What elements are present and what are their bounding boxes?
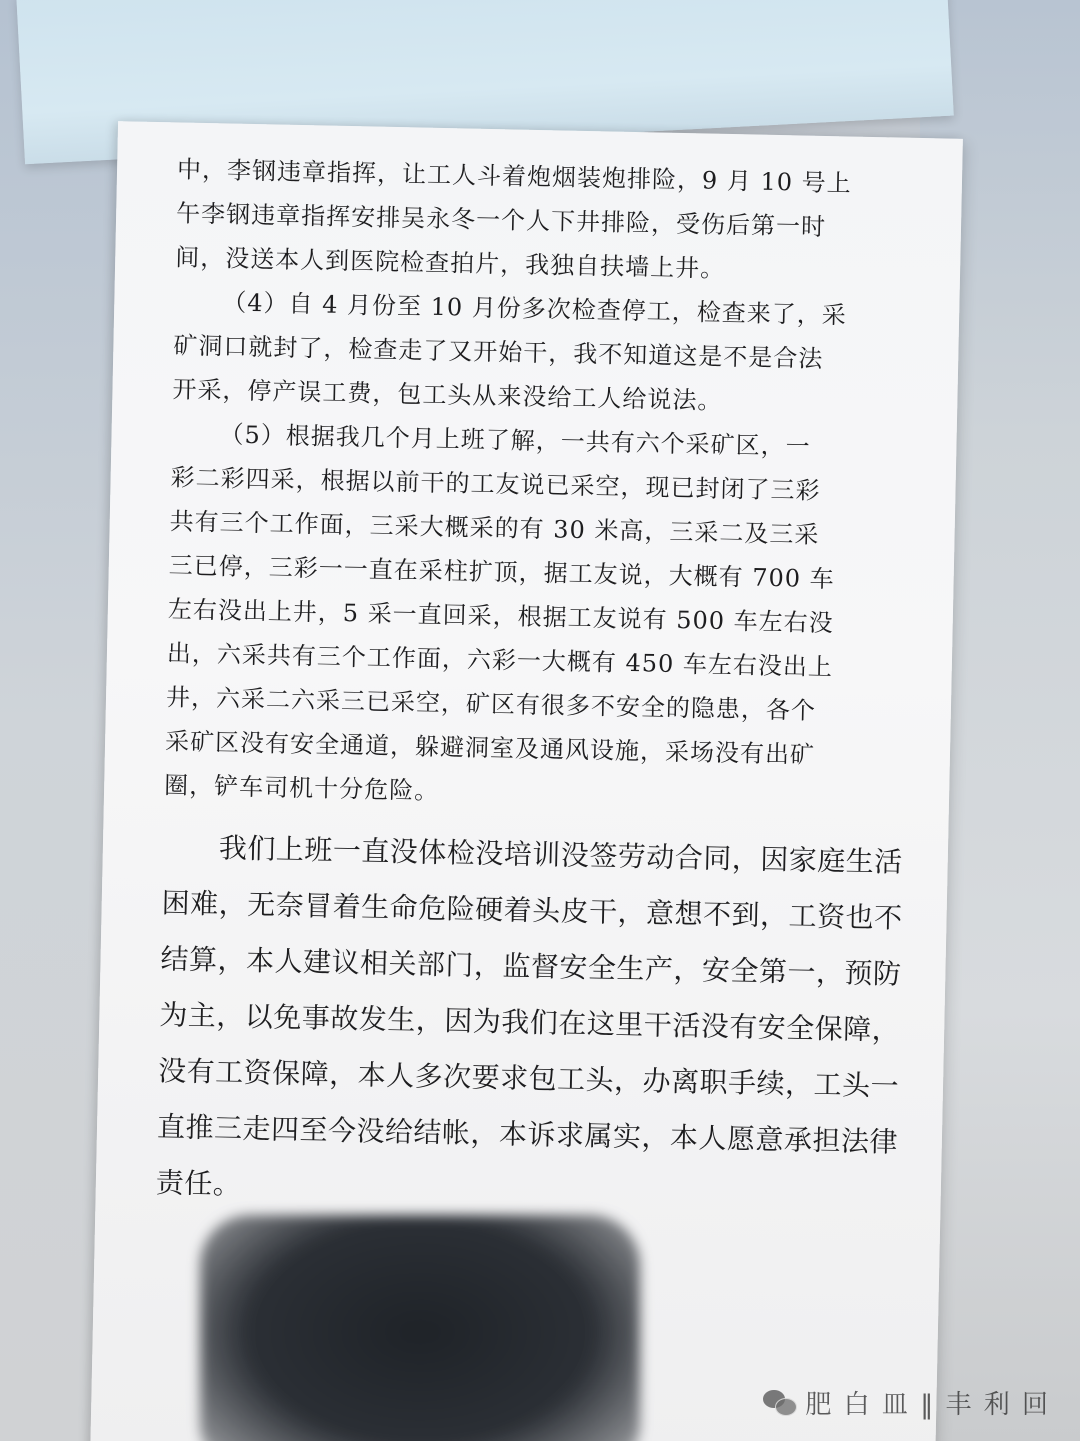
text-line: 共有三个工作面，三采大概采的有 30 米高，三采二及三采: [169, 507, 820, 549]
blurred-object: [200, 1215, 640, 1441]
text-line: 午李钢违章指挥安排吴永冬一个人下井排险，受伤后第一时: [175, 199, 827, 241]
text-line: 圈，铲车司机十分危险。: [163, 771, 440, 806]
text-line: 直推三走四至今没给结帐，本诉求属实，本人愿意承担法律: [156, 1110, 899, 1159]
text-line: 结算，本人建议相关部门，监督安全生产，安全第一，预防: [160, 942, 902, 991]
text-line: 出，六采共有三个工作面，六彩一大概有 450 车左右没出上: [166, 639, 834, 682]
text-line: （5）根据我几个月上班了解，一共有六个采矿区，一: [219, 420, 812, 461]
watermark-text: 肥 白 皿 ‖ 丰 利 回: [805, 1390, 1050, 1420]
text-line: （4）自 4 月份至 10 月份多次检查停工，检查来了，采: [222, 288, 848, 330]
text-line: 开采，停产误工费，包工头从来没给工人给说法。: [172, 375, 723, 415]
text-line: 我们上班一直没体检没培训没签劳动合同，因家庭生活: [218, 831, 904, 879]
text-line: 井，六采二六采三已采空，矿区有很多不安全的隐患，各个: [165, 683, 817, 725]
paragraph-block-2: [155, 819, 904, 1226]
text-line: 采矿区没有安全通道，躲避洞室及通风设施，采场没有出矿: [164, 727, 816, 769]
wechat-icon: [763, 1388, 797, 1418]
text-line: 三已停，三彩一一直在采柱扩顶，据工友说，大概有 700 车: [168, 551, 836, 594]
text-line: 为主，以免事故发生，因为我们在这里干活没有安全保障，: [159, 998, 901, 1047]
text-line: 困难，无奈冒着生命危险硬着头皮干，意想不到，工资也不: [161, 886, 903, 935]
watermark: [763, 1384, 1050, 1421]
text-line: 中，李钢违章指挥，让工人斗着炮烟装炮排险，9 月 10 号上: [176, 155, 852, 198]
text-line: 矿洞口就封了，检查走了又开始干，我不知道这是不是合法: [173, 331, 824, 373]
text-line: 彩二彩四采，根据以前干的工友说已采空，现已封闭了三彩: [170, 463, 821, 505]
text-line: 左右没出上井，5 采一直回采，根据工友说有 500 车左右没: [167, 595, 834, 638]
document-text: [155, 147, 902, 1226]
text-line: 没有工资保障，本人多次要求包工头，办离职手续，工头一: [157, 1054, 900, 1103]
paragraph-block-1: [164, 147, 903, 822]
text-line: 间，没送本人到医院检查拍片，我独自扶墙上井。: [174, 243, 726, 283]
text-line: 责任。: [155, 1166, 242, 1201]
